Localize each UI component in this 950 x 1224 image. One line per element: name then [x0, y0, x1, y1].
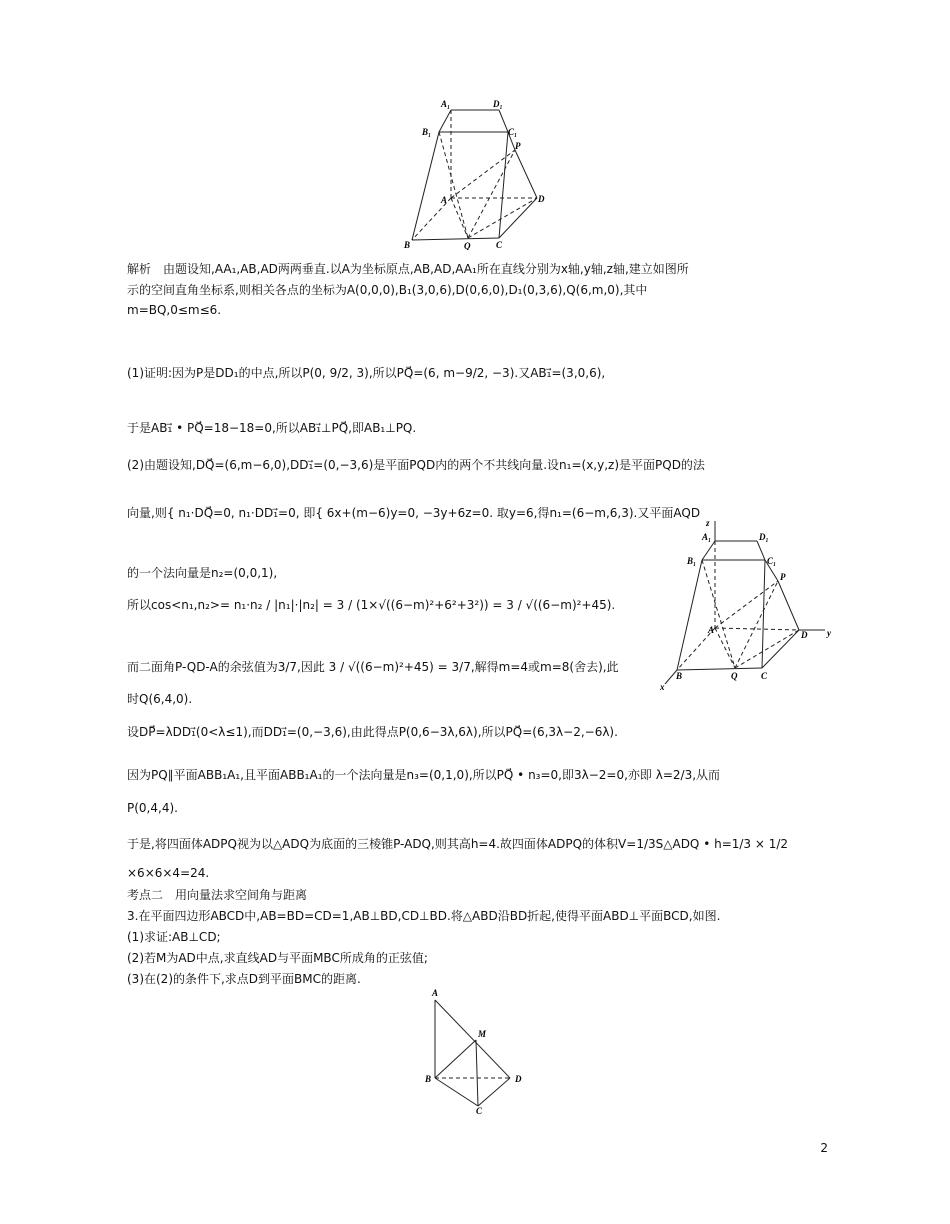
label-D: D	[538, 194, 545, 204]
text-line-14: P(0,4,4).	[127, 801, 178, 815]
label-D: D	[515, 1074, 522, 1084]
label-B1: B₁	[687, 556, 697, 566]
text-line-1: 解析 由题设知,AA₁,AB,AD两两垂直.以A为坐标原点,AB,AD,AA₁所在直线分别为x轴,y轴,z轴,建立如图所	[127, 262, 689, 276]
label-B: B	[404, 240, 411, 250]
text-line-5: 于是AB₁⃗ • PQ⃗=18−18=0,所以AB₁⃗⊥PQ⃗,即AB₁⊥PQ.	[127, 421, 417, 435]
label-C1: C₁	[508, 127, 518, 137]
label-D: D	[801, 630, 808, 640]
text-line-21: (3)在(2)的条件下,求点D到平面BMC的距离.	[127, 972, 361, 986]
text-line-18: 3.在平面四边形ABCD中,AB=BD=CD=1,AB⊥BD,CD⊥BD.将△ABD沿BD折起,使得平面ABD⊥平面BCD,如图.	[127, 909, 721, 923]
figure-prism-top	[395, 95, 555, 250]
label-B: B	[676, 671, 683, 681]
label-x: x	[660, 682, 665, 692]
label-A: A	[708, 625, 715, 635]
text-line-10: 而二面角P-QD-A的余弦值为3/7,因此 3 / √((6−m)²+45) = 3/7,解得m=4或m=8(舍去),此	[127, 660, 619, 674]
label-A: A	[441, 195, 448, 205]
label-Q: Q	[731, 671, 738, 681]
label-C: C	[476, 1106, 483, 1115]
figure-tetrahedron-diagram	[420, 985, 535, 1115]
text-line-20: (2)若M为AD中点,求直线AD与平面MBC所成角的正弦值;	[127, 951, 428, 965]
text-line-8: 的一个法向量是n₂=(0,0,1),	[127, 566, 278, 580]
text-line-12: 设DP⃗=λDD₁⃗(0<λ≤1),而DD₁⃗=(0,−3,6),由此得点P(0,6−3λ,6λ),所以PQ⃗=(6,3λ−2,−6λ).	[127, 725, 618, 739]
text-line-4: (1)证明:因为P是DD₁的中点,所以P(0, 9/2, 3),所以PQ⃗=(6, m−9/2, −3).又AB₁⃗=(3,0,6),	[127, 366, 606, 380]
label-C: C	[496, 240, 503, 250]
text-line-15: 于是,将四面体ADPQ视为以△ADQ为底面的三棱锥P-ADQ,则其高h=4.故四面体ADPQ的体积V=1/3S△ADQ • h=1/3 × 1/2	[127, 837, 789, 851]
label-z: z	[706, 518, 710, 528]
label-P: P	[780, 572, 786, 582]
page-number: 2	[820, 1141, 828, 1155]
text-line-7: 向量,则{ n₁·DQ⃗=0, n₁·DD₁⃗=0, 即{ 6x+(m−6)y=0, −3y+6z=0. 取y=6,得n₁=(6−m,6,3).又平面AQD	[127, 506, 701, 520]
label-C1: C₁	[767, 556, 777, 566]
label-P: P	[515, 141, 521, 151]
text-line-13: 因为PQ∥平面ABB₁A₁,且平面ABB₁A₁的一个法向量是n₃=(0,1,0),所以PQ⃗ • n₃=0,即3λ−2=0,亦即 λ=2/3,从而	[127, 768, 721, 782]
text-line-9: 所以cos<n₁,n₂>= n₁·n₂ / |n₁|·|n₂| = 3 / (1×√((6−m)²+6²+3²)) = 3 / √((6−m)²+45).	[127, 598, 616, 612]
figure-prism-top-diagram	[395, 95, 555, 250]
label-D1: D₁	[493, 99, 503, 109]
figure-prism-coordinates-diagram	[655, 516, 840, 692]
figure-tetrahedron	[420, 985, 535, 1115]
label-A1: A₁	[441, 99, 451, 109]
label-A1: A₁	[702, 532, 712, 542]
text-line-17: 考点二 用向量法求空间角与距离	[127, 888, 308, 902]
text-line-2: 示的空间直角坐标系,则相关各点的坐标为A(0,0,0),B₁(3,0,6),D(0,6,0),D₁(0,3,6),Q(6,m,0),其中	[127, 283, 648, 297]
text-line-19: (1)求证:AB⊥CD;	[127, 930, 221, 944]
figure-prism-coordinates	[655, 516, 840, 692]
text-line-3: m=BQ,0≤m≤6.	[127, 303, 222, 317]
label-C: C	[761, 671, 768, 681]
label-B1: B₁	[422, 127, 432, 137]
label-D1: D₁	[759, 532, 769, 542]
label-B: B	[425, 1074, 432, 1084]
text-line-16: ×6×6×4=24.	[127, 866, 210, 880]
label-y: y	[827, 628, 831, 638]
label-A: A	[432, 988, 439, 998]
text-line-6: (2)由题设知,DQ⃗=(6,m−6,0),DD₁⃗=(0,−3,6)是平面PQD内的两个不共线向量.设n₁=(x,y,z)是平面PQD的法	[127, 458, 705, 472]
label-M: M	[478, 1029, 487, 1039]
label-Q: Q	[464, 241, 471, 250]
text-line-11: 时Q(6,4,0).	[127, 692, 193, 706]
